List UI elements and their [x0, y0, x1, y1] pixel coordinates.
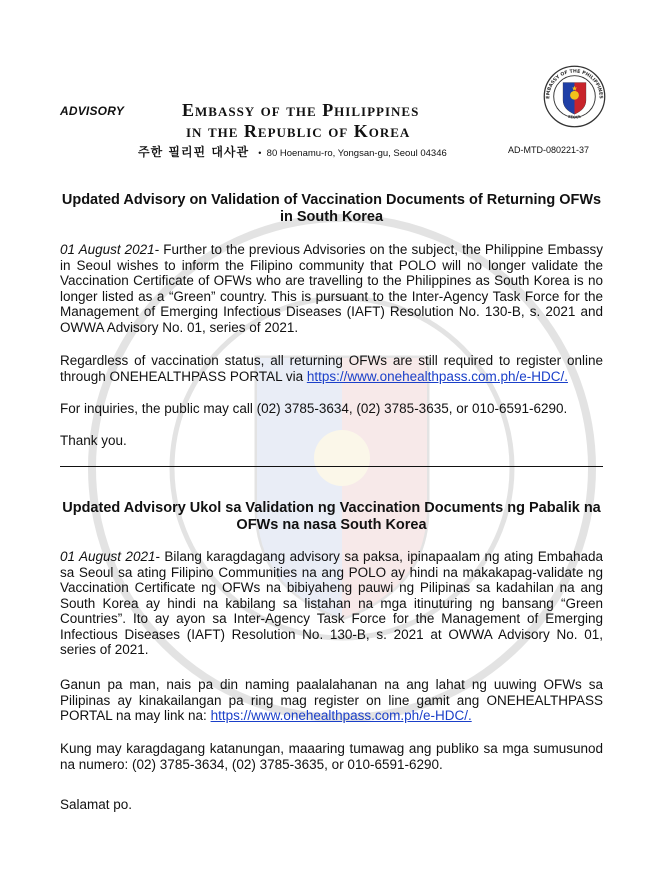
filipino-paragraph-1-text: - Bilang karagdagang advisory sa paksa, ipinapaalam ng ating Embahada sa Seoul sa ating Filipino Communities na ang POLO ay hindi na makakapag-validate ng Vaccination Certificate ng OFWs na bibiyaheng pauwi ng Pilipinas sa kadahilan na ang South Korea ay hindi na kabilang sa listahan na mga itinuturing ng bansang “Green Countries”. Ito ay ayon sa Inter-Agency Task Force for the Management of Emerging Infectious Diseases (IAFT) Resolution No. 130-B, s. 2021 at OWWA Advisory No. 01, series of 2021. — [60, 549, 603, 657]
filipino-paragraph-2-text: Ganun pa man, nais pa din naming paalalahanan na ang lahat ng uuwing OFWs sa Pilipinas ay kinakailangan pa ring mag register on line gamit ang ONEHEALTHPASS PORTAL na may link na: — [60, 677, 603, 723]
embassy-address: 80 Hoenamu-ro, Yongsan-gu, Seoul 04346 — [266, 148, 447, 159]
embassy-title — [182, 100, 419, 142]
filipino-paragraph-3: Kung may karagdagang katanungan, maaaring tumawag ang publiko sa mga sumusunod na numero: (02) 3785-3634, (02) 3785-3635, or 010-6591-6290. — [60, 741, 603, 772]
filipino-salamat: Salamat po. — [60, 797, 133, 812]
english-onehealthpass-link[interactable]: https://www.onehealthpass.com.ph/e-HDC/. — [306, 368, 568, 384]
embassy-title-line1: Embassy of the Philippines — [182, 100, 420, 120]
seal-top-text: EMBASSY OF THE PHILIPPINES — [546, 69, 603, 99]
embassy-subtitle — [138, 143, 447, 160]
filipino-onehealthpass-link[interactable]: https://www.onehealthpass.com.ph/e-HDC/. — [210, 708, 472, 723]
english-paragraph-1 — [60, 242, 603, 335]
filipino-date: 01 August 2021 — [60, 549, 156, 564]
english-paragraph-3: For inquiries, the public may call (02) 3785-3634, (02) 3785-3635, or 010-6591-6290. — [60, 401, 568, 416]
section-divider — [60, 466, 603, 467]
address-bullet: • — [258, 148, 262, 158]
filipino-paragraph-2 — [60, 677, 603, 724]
filipino-paragraph-1 — [60, 549, 603, 658]
seal-bottom-text: SEOUL — [567, 113, 582, 120]
english-paragraph-2 — [60, 353, 603, 384]
english-section-title: Updated Advisory on Validation of Vaccination Documents of Returning OFWs in South Korea — [61, 192, 602, 225]
english-paragraph-1-text: - Further to the previous Advisories on the subject, the Philippine Embassy in Seoul wishes to inform the Filipino community that POLO will no longer validate the Vaccination Certificate of OFWs who are travelling to the Philippines as South Korea is no longer listed as a “Green” country. This is pursuant to the Inter-Agency Task Force for the Management of Emerging Infectious Diseases (IAFT) Resolution No. 130-B, s. 2021 and OWWA Advisory No. 01, series of 2021. — [60, 242, 603, 335]
advisory-tag: ADVISORY — [60, 104, 125, 118]
english-paragraph-2-text: Regardless of vaccination status, all returning OFWs are still required to register online through ONEHEALTHPASS PORTAL via — [60, 353, 603, 384]
embassy-seal-logo — [543, 65, 606, 128]
filipino-section-title: Updated Advisory Ukol sa Validation ng Vaccination Documents ng Pabalik na OFWs na nasa South Korea — [62, 500, 601, 533]
embassy-title-line2: in the Republic of Korea — [186, 121, 411, 141]
english-thank-you: Thank you. — [60, 433, 127, 448]
korean-name: 주한 필리핀 대사관 — [138, 145, 250, 159]
english-date: 01 August 2021 — [60, 242, 155, 257]
document-code: AD-MTD-080221-37 — [508, 145, 590, 155]
